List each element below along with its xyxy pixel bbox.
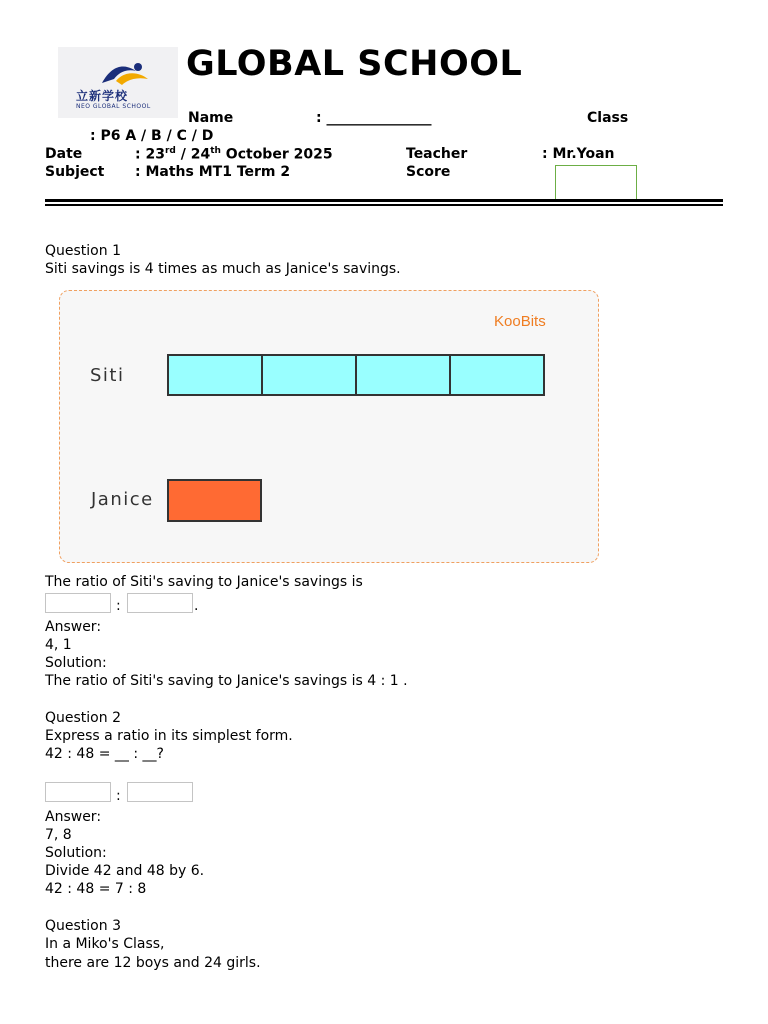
teacher-label: Teacher [406, 146, 468, 162]
bar-model-illustration [59, 290, 599, 563]
question-1-solution-text: The ratio of Siti's saving to Janice's savings is 4 : 1 . [45, 673, 408, 689]
q2-answer-input-1[interactable] [45, 782, 111, 802]
q1-answer-input-2[interactable] [127, 593, 193, 613]
siti-bar [167, 354, 545, 396]
koobits-brand: KooBits [494, 313, 546, 330]
score-box[interactable] [555, 165, 637, 201]
question-2-title: Question 2 [45, 710, 121, 726]
question-3-line-2: there are 12 boys and 24 girls. [45, 955, 261, 971]
siti-bar-unit [451, 356, 543, 394]
question-1-solution-label: Solution: [45, 655, 107, 671]
janice-bar-label: Janice [91, 489, 154, 510]
question-1-answer-value: 4, 1 [45, 637, 72, 653]
name-blank: : _______________ [316, 110, 432, 126]
question-1-ratio-question: The ratio of Siti's saving to Janice's savings is [45, 574, 363, 590]
q1-ratio-colon: : [116, 598, 121, 614]
school-logo [58, 47, 178, 118]
siti-bar-unit [169, 356, 263, 394]
q2-ratio-colon: : [116, 788, 121, 804]
class-value: : P6 A / B / C / D [90, 128, 214, 144]
logo-english-text: NEO GLOBAL SCHOOL [76, 103, 151, 110]
q1-answer-input-1[interactable] [45, 593, 111, 613]
siti-bar-unit [357, 356, 451, 394]
q2-answer-input-2[interactable] [127, 782, 193, 802]
q1-ratio-period: . [194, 598, 199, 614]
class-label: Class [587, 110, 629, 126]
header-divider-thin [45, 204, 723, 206]
header-divider-thick [45, 199, 723, 202]
name-label: Name [188, 110, 234, 126]
score-label: Score [406, 164, 451, 180]
question-2-solution-line-2: 42 : 48 = 7 : 8 [45, 881, 147, 897]
janice-bar [167, 479, 262, 522]
school-title: GLOBAL SCHOOL [186, 44, 523, 84]
question-2-prompt: Express a ratio in its simplest form. [45, 728, 293, 744]
date-value: : 23rd / 24th October 2025 [135, 146, 333, 163]
question-2-solution-line-1: Divide 42 and 48 by 6. [45, 863, 205, 879]
question-3-title: Question 3 [45, 918, 121, 934]
question-1-answer-label: Answer: [45, 619, 102, 635]
subject-value: : Maths MT1 Term 2 [135, 164, 291, 180]
question-1-title: Question 1 [45, 243, 121, 259]
question-3-line-1: In a Miko's Class, [45, 936, 165, 952]
teacher-value: : Mr.Yoan [542, 146, 615, 162]
subject-label: Subject [45, 164, 105, 180]
logo-chinese-text: 立新学校 [76, 89, 129, 103]
siti-bar-unit [263, 356, 357, 394]
question-1-prompt: Siti savings is 4 times as much as Janice's savings. [45, 261, 401, 277]
question-2-answer-label: Answer: [45, 809, 102, 825]
question-2-solution-label: Solution: [45, 845, 107, 861]
siti-bar-label: Siti [90, 365, 125, 386]
question-2-answer-value: 7, 8 [45, 827, 72, 843]
date-label: Date [45, 146, 83, 162]
question-2-expression: 42 : 48 = __ : __? [45, 746, 164, 762]
